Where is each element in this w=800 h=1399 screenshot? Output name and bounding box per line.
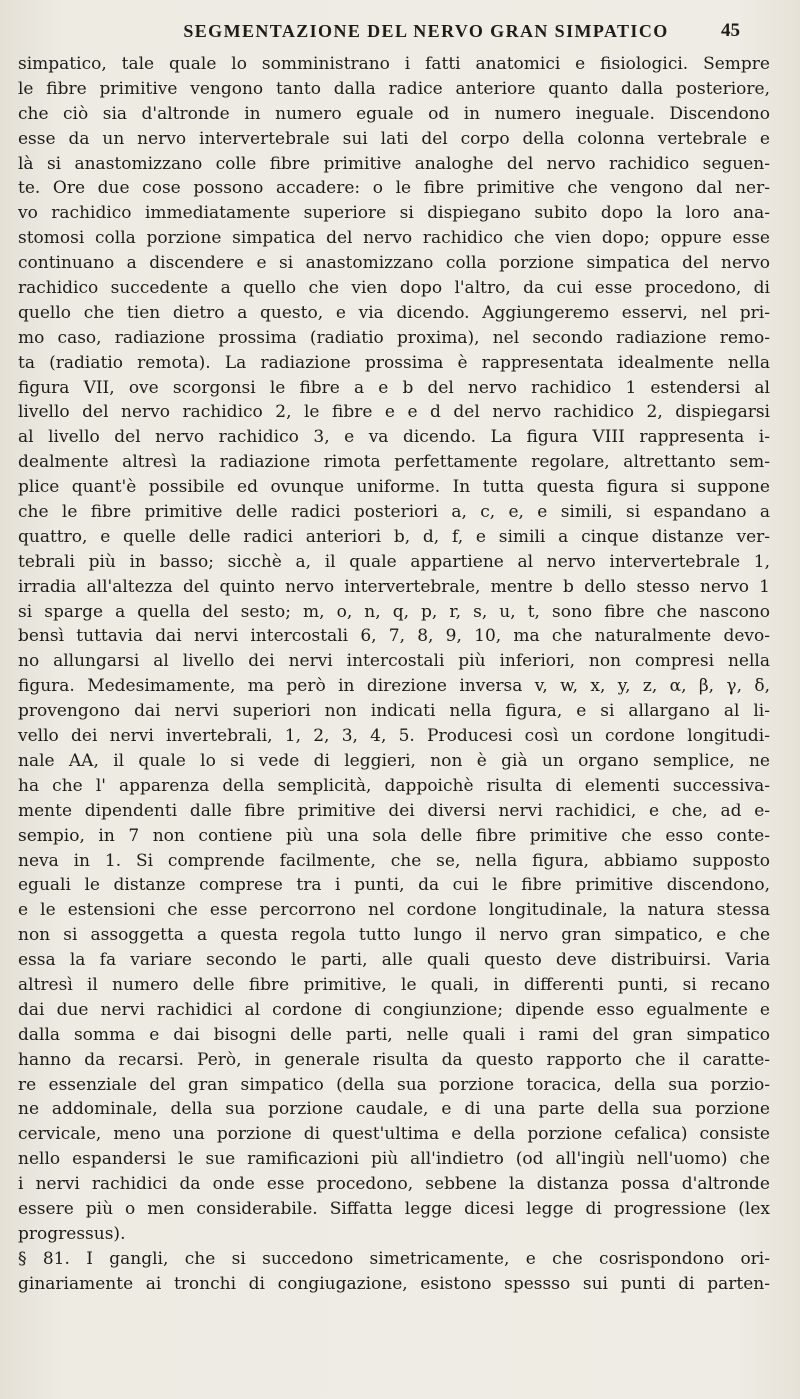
text-line: dealmente altresì la radiazione rimota perfettamente regolare, altrettanto sem- [18,452,770,473]
text-line: irradia all'altezza del quinto nervo intervertebrale, mentre b dello stesso nervo 1 [18,576,770,597]
text-line: altresì il numero delle fibre primitive, le quali, in differenti punti, si recano [18,974,770,995]
text-line: sempio, in 7 non contiene più una sola delle fibre primitive che esso conte- [18,825,770,846]
text-line: re essenziale del gran simpatico (della sua porzione toracica, della sua porzio- [18,1074,770,1095]
text-line: ginariamente ai tronchi di congiugazione, esistono spessso sui punti di parten- [18,1273,770,1294]
text-line: livello del nervo rachidico 2, le fibre e e d del nervo rachidico 2, dispiegarsi [18,402,770,423]
text-line: mente dipendenti dalle fibre primitive dei diversi nervi rachidici, e che, ad e- [18,800,770,821]
text-line: là si anastomizzano colle fibre primitive analoghe del nervo rachidico seguen- [18,153,770,174]
text-line: tebrali più in basso; sicchè a, il quale appartiene al nervo intervertebrale 1, [18,551,770,572]
text-line: e le estensioni che esse percorrono nel cordone longitudinale, la natura stessa [18,900,770,921]
text-line: stomosi colla porzione simpatica del nervo rachidico che vien dopo; oppure esse [18,228,770,249]
text-line: essere più o men considerabile. Siffatta legge dicesi legge di progressione (lex [18,1198,770,1219]
text-line: ta (radiatio remota). La radiazione prossima è rappresentata idealmente nella [18,352,770,373]
text-line: vello dei nervi invertebrali, 1, 2, 3, 4, 5. Producesi così un cordone longitudi- [18,726,770,747]
text-line: essa la fa variare secondo le parti, alle quali questo deve distribuirsi. Varia [18,950,770,971]
text-line: nello espandersi le sue ramificazioni più all'indietro (od all'ingiù nell'uomo) che [18,1149,770,1170]
text-line: § 81. I gangli, che si succedono simetricamente, e che cosrispondono ori- [18,1248,770,1269]
text-line: quattro, e quelle delle radici anteriori b, d, f, e simili a cinque distanze ver- [18,526,770,547]
text-line: vo rachidico immediatamente superiore si dispiegano subito dopo la loro ana- [18,203,770,224]
text-line: progressus). [18,1223,126,1244]
text-line: dalla somma e dai bisogni delle parti, nelle quali i rami del gran simpatico [18,1024,770,1045]
text-line: rachidico succedente a quello che vien dopo l'altro, da cui esse procedono, di [18,278,770,299]
running-title: SEGMENTAZIONE DEL NERVO GRAN SIMPATICO [183,21,669,41]
text-line: dai due nervi rachidici al cordone di congiunzione; dipende esso egualmente e [18,999,770,1020]
text-line: non si assoggetta a questa regola tutto lungo il nervo gran simpatico, e che [18,925,770,946]
text-line: esse da un nervo intervertebrale sui lati del corpo della colonna vertebrale e [18,128,770,149]
text-line: cervicale, meno una porzione di quest'ultima e della porzione cefalica) consiste [18,1124,770,1145]
text-line: eguali le distanze comprese tra i punti, da cui le fibre primitive discendono, [18,875,770,896]
text-line: i nervi rachidici da onde esse procedono, sebbene la distanza possa d'altronde [18,1174,770,1195]
text-line: nale AA, il quale lo si vede di leggieri, non è già un organo semplice, ne [18,750,770,771]
body-text [18,52,770,1297]
text-line: che ciò sia d'altronde in numero eguale od in numero ineguale. Discendono [18,103,770,124]
running-head [112,16,740,46]
text-line: al livello del nervo rachidico 3, e va dicendo. La figura VIII rappresenta i- [18,427,770,448]
text-line: quello che tien dietro a questo, e via dicendo. Aggiungeremo esservi, nel pri- [18,302,770,323]
text-line: hanno da recarsi. Però, in generale risulta da questo rapporto che il caratte- [18,1049,770,1070]
text-line: plice quant'è possibile ed ovunque uniforme. In tutta questa figura si suppone [18,477,770,498]
text-line: ha che l' apparenza della semplicità, dappoichè risulta di elementi successiva- [18,775,770,796]
page-number: 45 [721,20,740,41]
text-line: provengono dai nervi superiori non indicati nella figura, e si allargano al li- [18,701,770,722]
text-line: simpatico, tale quale lo somministrano i fatti anatomici e fisiologici. Sempre [18,54,770,74]
text-line: neva in 1. Si comprende facilmente, che se, nella figura, abbiamo supposto [18,850,770,871]
text-line: le fibre primitive vengono tanto dalla radice anteriore quanto dalla posteriore, [18,78,770,99]
text-line: bensì tuttavia dai nervi intercostali 6, 7, 8, 9, 10, ma che naturalmente devo- [18,626,770,647]
text-line: mo caso, radiazione prossima (radiatio proxima), nel secondo radiazione remo- [18,327,770,348]
text-line: te. Ore due cose possono accadere: o le fibre primitive che vengono dal ner- [18,178,770,199]
text-line: si sparge a quella del sesto; m, o, n, q, p, r, s, u, t, sono fibre che nascono [18,601,770,622]
text-line: ne addominale, della sua porzione caudale, e di una parte della sua porzione [18,1099,770,1120]
text-line: no allungarsi al livello dei nervi intercostali più inferiori, non compresi nella [18,651,770,672]
text-line: che le fibre primitive delle radici posteriori a, c, e, e simili, si espandano a [18,502,770,523]
text-line: figura. Medesimamente, ma però in direzione inversa v, w, x, y, z, α, β, γ, δ, [18,676,770,697]
text-line: figura VII, ove scorgonsi le fibre a e b del nervo rachidico 1 estendersi al [18,377,770,398]
text-line: continuano a discendere e si anastomizzano colla porzione simpatica del nervo [18,253,770,274]
